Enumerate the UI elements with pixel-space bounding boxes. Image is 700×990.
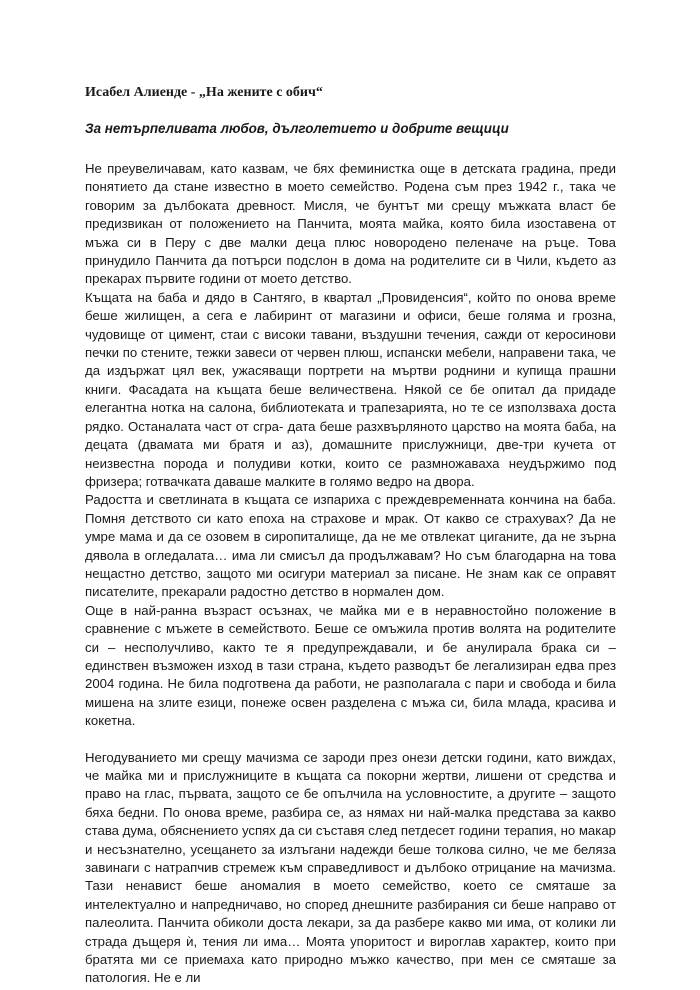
paragraph-4: Още в най-ранна възраст осъзнах, че майка ми е в неравностойно положение в сравнение с мъжете в семейството. Беше се омъжила против волята на родителите си – несполучливо, както те я предупреждавали, и бе анулирала брака си – единствен възможен изход в тази страна, където разводът бе легализиран едва през 2004 година. Не била подготвена да работи, не разполагала с пари и свобода и била мишена на злите езици, понеже освен разделена с мъжа си, била млада, красива и кокетна.	[85, 602, 616, 729]
paragraph-1: Не преувеличавам, като казвам, че бях феминистка още в детската градина, преди понятието да стане известно в моето семейство. Родена съм през 1942 г., така че говорим за дълбоката древност. Мисля, че бунтът ми срещу мъжката власт бе предизвикан от положението на Панчита, моята майка, която била изоставена от мъжа си в Перу с две малки деца плюс новородено пеленаче на ръце. Това принудило Панчита да потърси подслон в дома на родителите си в Чили, където аз прекарах първите години от моето детство.	[85, 161, 616, 287]
document-subtitle: За нетърпеливата любов, дълголетието и добрите вещици	[85, 121, 509, 136]
paragraph-5: Негодуванието ми срещу мачизма се зароди през онези детски години, като виждах, че майка ми и прислужниците в къщата са покорни жертви, лишени от средства и право на глас, първата, защото се бе опълчила на условностите, а другите – защото бяха бедни. По онова време, разбира се, аз нямах ни най-малка представа за какво става дума, обяснението успях да си съставя след петдесет години терапия, но макар и несъзнателно, усещането за излъгани надежди беше толкова силно, че ме беляза завинаги с натрапчив стремеж към справедливост и дълбоко отрицание на мачизма. Тази ненавист беше аномалия в моето семейство, което се смяташе за интелектуално и напредничаво, но според днешните разбирания си беше направо от палеолита. Панчита обиколи доста лекари, за да разбере какво ми има, от колики ли страда дъщеря ѝ, тения ли има… Моята упоритост и вироглав характер, които при братята ми се приемаха като природно мъжко качество, при мен се смяташе за патология. Не е ли	[85, 749, 616, 986]
paragraph-3: Радостта и светлината в къщата се изпариха с преждевременната кончина на баба. Помня детството си като епоха на страхове и мрак. От какво се страхувах? Да не умре мама и да се озовем в сиропиталище, да не ме отвлекат циганите, да не зърна дявола в огледалата… има ли смисъл да продължавам? Но съм благодарна на това нещастно детство, защото ми осигури материал за писане. Не знам как се оправят писателите, прекарали радостно детство в нормален дом.	[85, 492, 616, 600]
paragraph-spacer	[85, 731, 616, 749]
document-title: Исабел Алиенде - „На жените с обич“	[85, 85, 323, 100]
document-page	[85, 84, 616, 988]
paragraph-2: Къщата на баба и дядо в Сантяго, в квартал „Провиденсия“, който по онова време беше жилищен, а сега е лабиринт от магазини и офиси, беше голяма и грозна, чудовище от цимент, стаи с високи тавани, въздушни течения, сажди от керосинови печки по стените, тежки завеси от червен плюш, испански мебели, направени така, че да издържат цял век, ужасяващи портрети на мъртви роднини и купища прашни книги. Фасадата на къщата беше величествена. Някой се бе опитал да придаде елегантна нотка на салона, библиотеката и трапезарията, но те се използваха доста рядко. Останалата част от сгра- дата беше разхвърляното царство на моята баба, на децата (двамата ми братя и аз), домашните прислужници, две-три кучета от неизвестна порода и полудиви котки, които се размножаваха неудържимо под фризера; готвачката даваше малките в голямо ведро на двора.	[85, 289, 616, 489]
